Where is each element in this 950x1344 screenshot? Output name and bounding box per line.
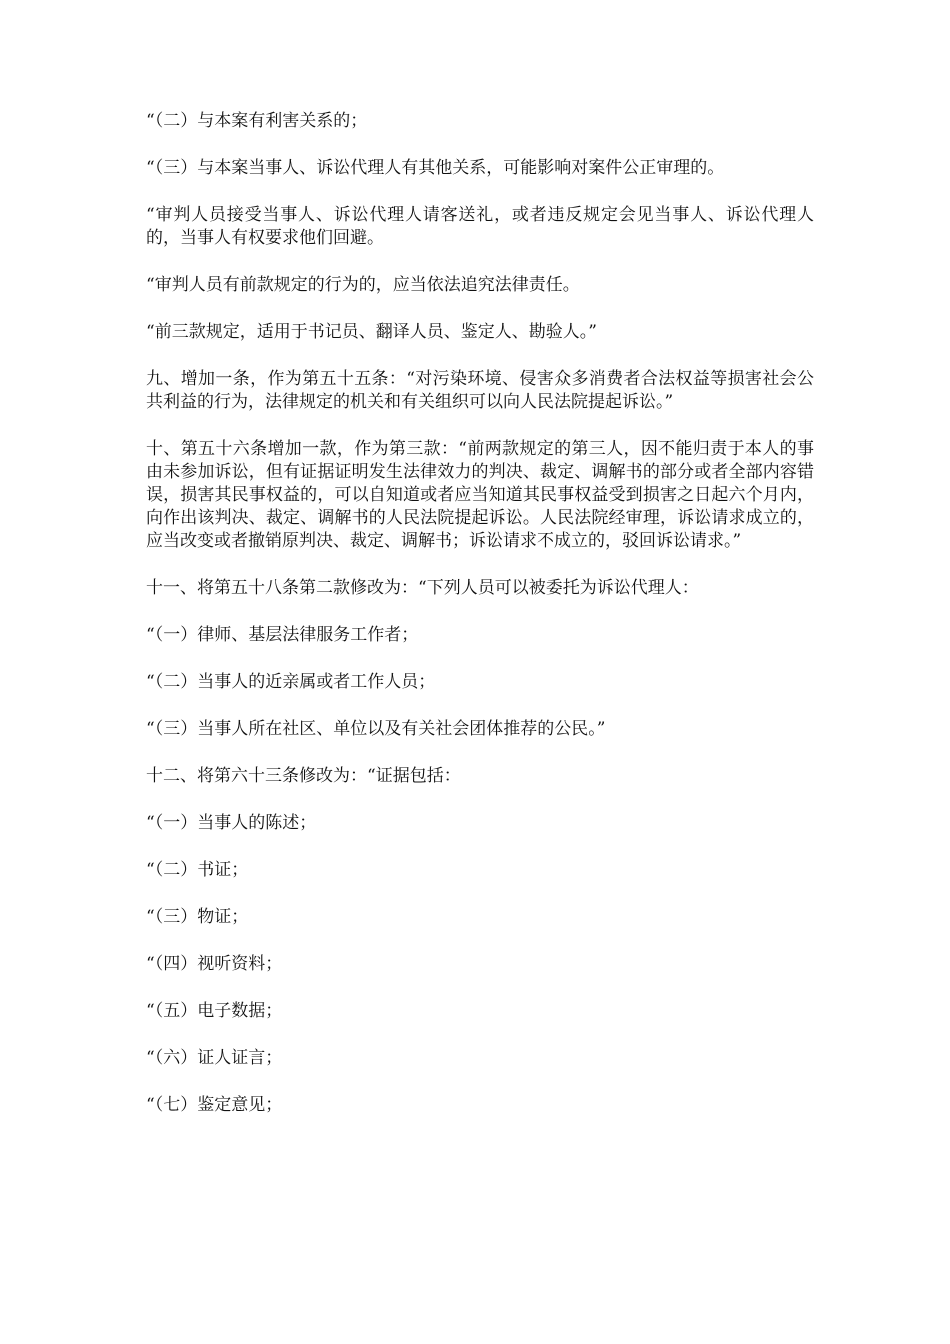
paragraph-6: 九、增加一条，作为第五十五条：“对污染环境、侵害众多消费者合法权益等损害社会公共利益的行为，法律规定的机关和有关组织可以向人民法院提起诉讼。” (146, 369, 814, 412)
paragraph-16: “（四）视听资料； (146, 954, 283, 974)
paragraph-2: “（三）与本案当事人、诉讼代理人有其他关系，可能影响对案件公正审理的。 (146, 158, 725, 178)
paragraph-5: “前三款规定，适用于书记员、翻译人员、鉴定人、勘验人。” (146, 322, 597, 342)
paragraph-14: “（二）书证； (146, 860, 249, 880)
paragraph-17: “（五）电子数据； (146, 1001, 283, 1021)
paragraph-13: “（一）当事人的陈述； (146, 813, 317, 833)
paragraph-4: “审判人员有前款规定的行为的，应当依法追究法律责任。 (146, 275, 580, 295)
paragraph-8: 十一、将第五十八条第二款修改为：“下列人员可以被委托为诉讼代理人： (146, 578, 699, 598)
document-body (146, 110, 814, 1141)
paragraph-3: “审判人员接受当事人、诉讼代理人请客送礼，或者违反规定会见当事人、诉讼代理人的，当事人有权要求他们回避。 (146, 205, 814, 248)
paragraph-12: 十二、将第六十三条修改为：“证据包括： (146, 766, 461, 786)
paragraph-11: “（三）当事人所在社区、单位以及有关社会团体推荐的公民。” (146, 719, 606, 739)
paragraph-7: 十、第五十六条增加一款，作为第三款：“前两款规定的第三人，因不能归责于本人的事由未参加诉讼，但有证据证明发生法律效力的判决、裁定、调解书的部分或者全部内容错误，损害其民事权益的，可以自知道或者应当知道其民事权益受到损害之日起六个月内，向作出该判决、裁定、调解书的人民法院提起诉讼。人民法院经审理，诉讼请求成立的，应当改变或者撤销原判决、裁定、调解书；诉讼请求不成立的，驳回诉讼请求。” (146, 439, 814, 551)
paragraph-1: “（二）与本案有利害关系的； (146, 111, 368, 131)
paragraph-18: “（六）证人证言； (146, 1048, 283, 1068)
paragraph-15: “（三）物证； (146, 907, 249, 927)
paragraph-10: “（二）当事人的近亲属或者工作人员； (146, 672, 436, 692)
paragraph-9: “（一）律师、基层法律服务工作者； (146, 625, 419, 645)
paragraph-19: “（七）鉴定意见； (146, 1095, 283, 1115)
